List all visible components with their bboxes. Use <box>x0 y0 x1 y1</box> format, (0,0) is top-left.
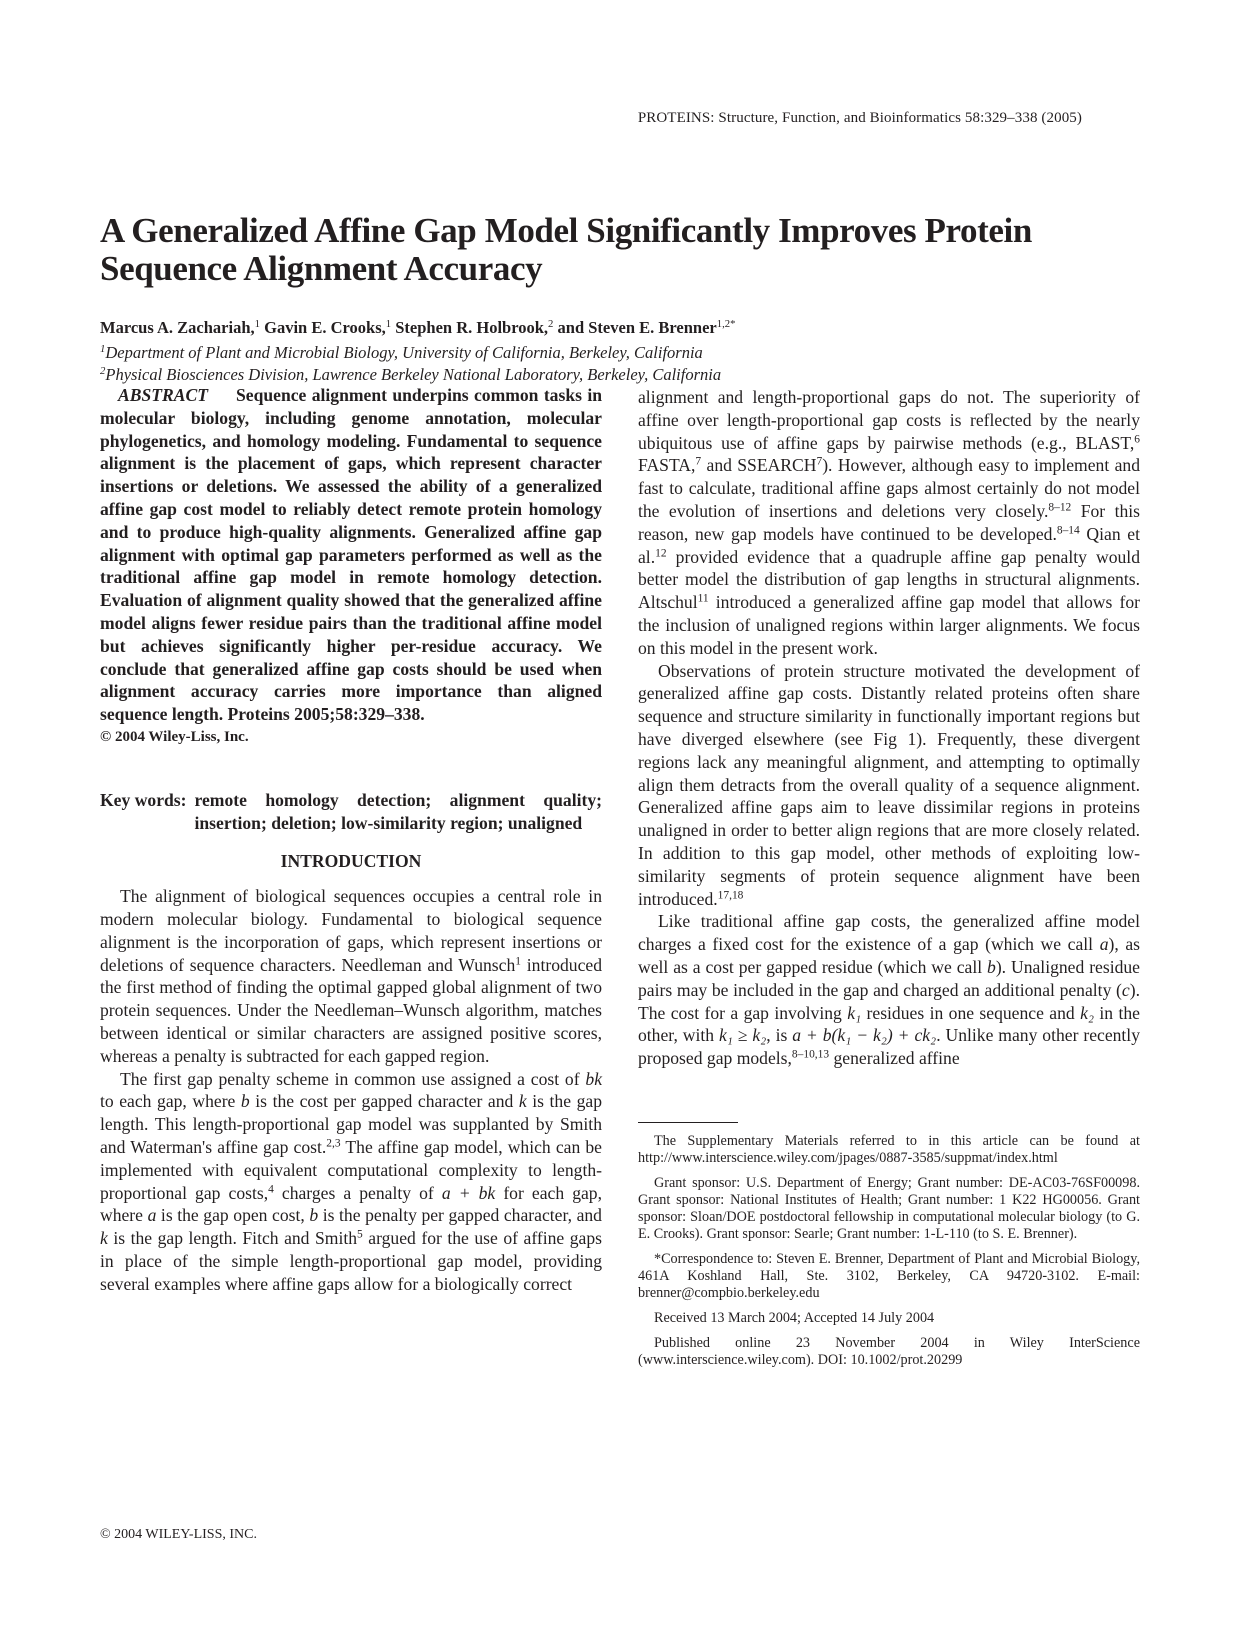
formula: a + b(k₁ − k₂) + ck₂ <box>792 1025 937 1046</box>
affiliation-2 <box>100 365 721 385</box>
abstract-text: Sequence alignment underpins common tasks in molecular biology, including genome annotation, molecular phylogenetics, and homology modeling. Fundamental to sequence alignment is the placement of gaps, which represent character insertions or deletions. We assessed the ability of a generalized affine gap cost model to reliably detect remote protein homology and to produce high-quality alignments. Generalized affine gap alignment with optimal gap parameters performed as well as the traditional affine gap model in remote homology detection. Evaluation of alignment quality showed that the generalized affine model aligns fewer residue pairs than the traditional affine model but achieves significantly higher per-residue accuracy. We conclude that generalized affine gap costs should be used when alignment accuracy carries more importance than aligned sequence length. Proteins 2005;58:329–338. <box>100 385 602 725</box>
abstract-label: ABSTRACT <box>118 385 208 405</box>
citation: 12 <box>655 547 667 560</box>
abstract <box>100 384 602 726</box>
affiliation-marker: 1,2* <box>716 318 736 331</box>
intro-paragraph-1: The alignment of biological sequences occupies a central role in modern molecular biology. Fundamental to biological sequence alignment is the incorporation of gaps, which represent insertions or deletions of sequence characters. Needleman and Wunsch$^1$ introduced the first method of finding the optimal gapped global alignment of two protein sequences. Under the Needleman–Wunsch algorithm, matches between identical or similar characters are assigned positive scores, whereas a penalty is subtracted for each gapped region. <box>100 886 602 1066</box>
formula: k₁ ≥ k₂ <box>718 1025 767 1046</box>
intro-paragraph-2: The first gap penalty scheme in common use assigned a cost of bk to each gap, where b is the cost per gapped character and k is the gap length. This length-proportional gap model was supplanted by Smith and Waterman's affine gap cost.$^{2,3}$ The affine gap model, which can be implemented with equivalent computational complexity to length-proportional gap costs,$^4$ charges a penalty of a + bk for each gap, where a is the gap open cost, b is the penalty per gapped character, and k is the gap length. Fitch and Smith$^5$ argued for the use of affine gaps in place of the simple length-proportional gap model, providing several examples where affine gaps allow for a biologically correct <box>100 1068 602 1294</box>
citation: 8–12 <box>1048 501 1072 514</box>
affiliation-marker: 1 <box>385 318 392 331</box>
footnote-published: Published online 23 November 2004 in Wiley InterScience (www.interscience.wiley.com). DOI: 10.1002/prot.20299 <box>638 1334 1140 1368</box>
footnote-received: Received 13 March 2004; Accepted 14 July 2004 <box>654 1309 935 1326</box>
keywords-label: Key words: <box>100 789 187 810</box>
section-heading-introduction: INTRODUCTION <box>280 851 422 872</box>
citation: 11 <box>697 592 709 605</box>
affiliation-marker: 1 <box>254 318 260 331</box>
author-list <box>100 318 736 338</box>
citation: 4 <box>268 1183 274 1196</box>
footnote-supplementary: The Supplementary Materials referred to in this article can be found at http://www.interscience.wiley.com/jpages/0887-3585/suppmat/index.html <box>638 1132 1140 1166</box>
author-name: Gavin E. Crooks, <box>264 318 386 337</box>
affiliation-text: Department of Plant and Microbial Biology, University of California, Berkeley, California <box>105 343 703 362</box>
author-name: and Steven E. Brenner <box>557 318 717 337</box>
footnote-divider <box>638 1122 738 1123</box>
citation: 7 <box>816 456 823 469</box>
author-name: Marcus A. Zachariah, <box>100 318 255 337</box>
left-column <box>100 384 602 1295</box>
author-name: Stephen R. Holbrook, <box>395 318 549 337</box>
citation: 1 <box>515 955 521 968</box>
affiliation-marker: 1 <box>100 343 106 356</box>
affiliation-marker: 2 <box>100 365 106 378</box>
citation: 6 <box>1134 433 1140 446</box>
keywords-text: remote homology detection; alignment quality; insertion; deletion; low-similarity region; unaligned <box>194 789 602 833</box>
intro-paragraph-4: Observations of protein structure motivated the development of generalized affine gap costs. Distantly related proteins often share sequence and structure similarity in functionally important regions but have diverged elsewhere (see Fig 1). Frequently, these divergent regions lack any meaningful alignment, and attempting to optimally align them detracts from the overall quality of a sequence alignment. Generalized affine gaps aim to leave dissimilar regions in proteins unaligned in order to better align regions that are more closely related. In addition to this gap model, other methods of exploiting low-similarity segments of protein sequence alignment have been introduced.$^{17,18}$ <box>638 660 1140 909</box>
citation: 2,3 <box>326 1137 341 1150</box>
right-column <box>638 386 1140 1377</box>
footnote-grants: Grant sponsor: U.S. Department of Energy; Grant number: DE-AC03-76SF00098. Grant sponsor: National Institutes of Health; Grant number: 1 K22 HG00056. Grant sponsor: Sloan/DOE postdoctoral fellowship in computational molecular biology (to G. E. Crooks). Grant sponsor: Searle; Grant number: 1-L-110 (to S. E. Brenner). <box>638 1174 1140 1242</box>
intro-paragraph-3: alignment and length-proportional gaps do not. The superiority of affine over length-proportional gap costs is reflected by the nearly ubiquitous use of affine gaps by pairwise methods (e.g., BLAST,$^6$ FASTA,$^7$ and SSEARCH$^7$). However, although easy to implement and fast to calculate, traditional affine gaps almost certainly do not model the evolution of insertions and deletions very closely.$^{8-12}$ For this reason, new gap models have continued to be developed.$^{8-14}$ Qian et al.$^{12}$ provided evidence that a quadruple affine gap penalty would better model the distribution of gap lengths in structural alignments. Altschul$^{11}$ introduced a generalized affine gap model that allows for the inclusion of unaligned regions within larger alignments. We focus on this model in the present work. <box>638 387 1140 658</box>
footnotes <box>638 1133 1140 1369</box>
abstract-copyright: © 2004 Wiley-Liss, Inc. <box>100 728 249 745</box>
citation: 17,18 <box>717 889 744 902</box>
footnote-correspondence: *Correspondence to: Steven E. Brenner, Department of Plant and Microbial Biology, 461A Koshland Hall, Ste. 3102, Berkeley, CA 94720-3102. E-mail: brenner@compbio.berkeley.edu <box>638 1250 1140 1301</box>
affiliation-text: Physical Biosciences Division, Lawrence Berkeley National Laboratory, Berkeley, California <box>105 365 722 384</box>
affiliation-1 <box>100 343 703 363</box>
citation: 8–14 <box>1056 524 1080 537</box>
running-head: PROTEINS: Structure, Function, and Bioinformatics 58:329–338 (2005) <box>637 110 1082 126</box>
citation: 7 <box>695 456 702 469</box>
article-title: A Generalized Affine Gap Model Significantly Improves Protein Sequence Alignment Accuracy <box>100 211 1032 288</box>
formula: a + bk <box>441 1182 496 1203</box>
page-footer-copyright: © 2004 WILEY-LISS, INC. <box>100 1527 257 1542</box>
citation: 5 <box>357 1228 363 1241</box>
keywords <box>100 789 602 835</box>
affiliation-marker: 2 <box>548 318 554 331</box>
citation: 8–10,13 <box>791 1048 830 1061</box>
intro-paragraph-5: Like traditional affine gap costs, the generalized affine model charges a fixed cost for the existence of a gap (which we call a), as well as a cost per gapped residue (which we call b). Unaligned residue pairs may be included in the gap and charged an additional penalty (c). The cost for a gap involving k₁ residues in one sequence and k₂ in the other, with k₁ ≥ k₂, is a + b(k₁ − k₂) + ck₂. Unlike many other recently proposed gap models,$^{8-10,13}$ generalized affine <box>638 911 1141 1069</box>
